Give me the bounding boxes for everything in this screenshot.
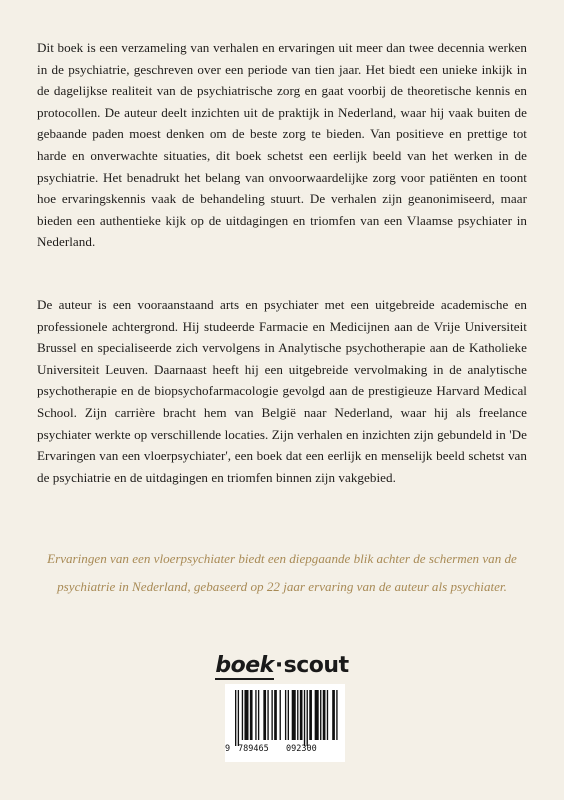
- isbn-digits: [225, 744, 345, 758]
- barcode-bars: [231, 690, 339, 746]
- isbn-barcode: [225, 684, 345, 762]
- author-bio: De auteur is een vooraanstaand arts en psychiater met een uitgebreide academische en professionele achtergrond. Hij studeerde Farmacie en Medicijnen aan de Vrije Universiteit Brussel en specialiseerde zich vervolgens in Analytische psychotherapie aan de Katholieke Universiteit Leuven. Daarnaast heeft hij een uitgebreide vervolmaking in de analytische psychotherapie en de biopsychofarmacologie gevolgd aan de prestigieuze Harvard Medical School. Zijn carrière bracht hem van België naar Nederland, waar hij als freelance psychiater werkte op verschillende locaties. Zijn verhalen en inzichten zijn gebundeld in 'De Ervaringen van een vloerpsychiater', een boek dat een eerlijk en menselijk beeld schetst van de psychiatrie en de uitdagingen en triomfen binnen zijn vakgebied.: [37, 297, 527, 485]
- book-blurb: Dit boek is een verzameling van verhalen en ervaringen uit meer dan twee decennia werken in de psychiatrie, geschreven over een periode van tien jaar. Het biedt een unieke inkijk in de dagelijkse realiteit van de psychiatrische zorg en gaat voorbij de theoretische kennis en protocollen. De auteur deelt inzichten uit de praktijk in Nederland, waar hij vaak buiten de gebaande paden moest denken om de beste zorg te bieden. Van positieve en prettige tot harde en onverwachte situaties, dit boek schetst een eerlijk beeld van het werken in de psychiatrie. Het benadrukt het belang van onvoorwaardelijke zorg voor patiënten en toont hoe ervaringskennis vaak de behandeling stuurt. De verhalen zijn geanonimiseerd, maar bieden een authentieke kijk op de uitdagingen en triomfen van een Vlaamse psychiater in Nederland.: [37, 40, 527, 250]
- isbn-first-digit: 9: [225, 744, 231, 754]
- publisher-logo: [0, 653, 564, 678]
- tagline: Ervaringen van een vloerpsychiater biedt een diepgaande blik achter de schermen van de psychiatrie in Nederland, gebaseerd op 22 jaar ervaring van de auteur als psychiater.: [47, 551, 517, 594]
- publisher-logo-separator: ·: [274, 653, 283, 678]
- isbn-right-group: 092300: [286, 744, 317, 754]
- publisher-logo-part1: boek: [215, 653, 274, 678]
- isbn-left-group: 789465: [238, 744, 269, 754]
- publisher-logo-part2: scout: [283, 653, 349, 678]
